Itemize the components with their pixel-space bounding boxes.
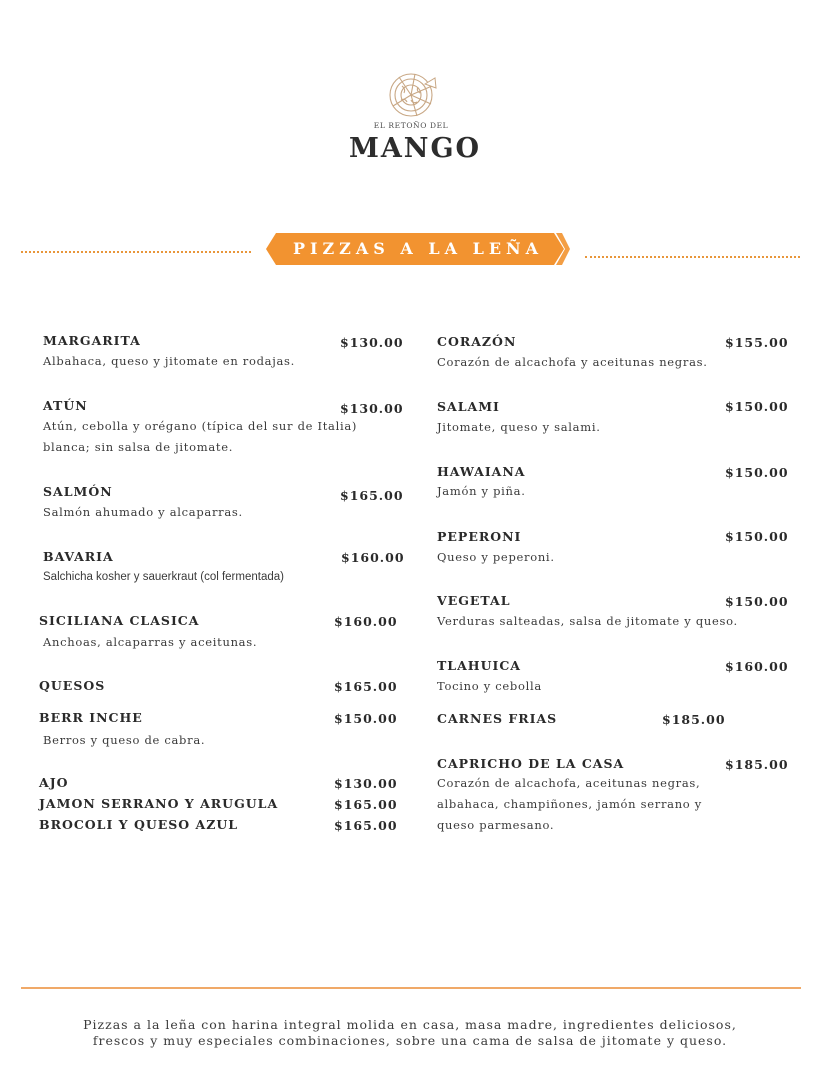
menu-item-description: Tocino y cebolla (437, 679, 542, 693)
menu-item-name: CAPRICHO DE LA CASA (437, 756, 625, 771)
menu-item-description: Queso y peperoni. (437, 550, 555, 564)
menu-item-name: BERR INCHE (39, 710, 143, 725)
section-title: PIZZAS A LA LEÑA (292, 239, 544, 258)
menu-item-price: $185.00 (725, 757, 789, 772)
dotted-divider-left (21, 251, 251, 253)
footer-note (60, 1017, 760, 1049)
menu-item-description: Anchoas, alcaparras y aceitunas. (43, 635, 258, 649)
menu-item-name: MARGARITA (43, 333, 141, 348)
menu-item-price: $130.00 (334, 776, 398, 791)
menu-item-name: BROCOLI Y QUESO AZUL (39, 817, 239, 832)
menu-item-price: $150.00 (334, 711, 398, 726)
brand-tagline: EL RETOÑO DEL (373, 121, 449, 130)
footer-line-1: Pizzas a la leña con harina integral molida en casa, masa madre, ingredientes deliciosos, (83, 1017, 737, 1032)
menu-item-description: queso parmesano. (437, 818, 555, 832)
menu-item-price: $165.00 (334, 679, 398, 694)
menu-item-description: Albahaca, queso y jitomate en rodajas. (43, 354, 295, 368)
pizza-logo-icon (387, 72, 437, 118)
menu-item-description: blanca; sin salsa de jitomate. (43, 440, 234, 454)
menu-item-name: CARNES FRIAS (437, 711, 558, 726)
menu-item-name: ATÚN (43, 398, 88, 413)
menu-item-price: $165.00 (334, 797, 398, 812)
menu-item-name: CORAZÓN (437, 334, 517, 349)
menu-item-price: $150.00 (725, 465, 789, 480)
menu-item-name: JAMON SERRANO Y ARUGULA (39, 796, 279, 811)
menu-item-description: Jamón y piña. (437, 484, 526, 498)
menu-item-name: BAVARIA (43, 549, 114, 564)
menu-item-price: $150.00 (725, 529, 789, 544)
menu-item-name: TLAHUICA (437, 658, 521, 673)
menu-item-description: Corazón de alcachofa y aceitunas negras. (437, 355, 708, 369)
menu-item-name: SALMÓN (43, 484, 113, 499)
menu-item-description: Salchicha kosher y sauerkraut (col fermentada) (43, 571, 284, 583)
menu-item-price: $150.00 (725, 594, 789, 609)
menu-item-description: Berros y queso de cabra. (43, 733, 206, 747)
dotted-divider-right (585, 256, 800, 258)
menu-item-description: Corazón de alcachofa, aceitunas negras, (437, 776, 701, 790)
menu-item-description: albahaca, champiñones, jamón serrano y (437, 797, 702, 811)
menu-item-description: Atún, cebolla y orégano (típica del sur de Italia) (43, 419, 358, 433)
menu-item-name: VEGETAL (437, 593, 511, 608)
menu-item-description: Jitomate, queso y salami. (437, 420, 601, 434)
menu-item-price: $130.00 (340, 335, 404, 350)
menu-item-price: $155.00 (725, 335, 789, 350)
menu-item-price: $185.00 (662, 712, 726, 727)
menu-item-name: PEPERONI (437, 529, 522, 544)
menu-item-price: $150.00 (725, 399, 789, 414)
menu-item-price: $160.00 (725, 659, 789, 674)
brand-name: MANGO (348, 133, 482, 164)
menu-item-price: $165.00 (340, 488, 404, 503)
menu-item-name: HAWAIANA (437, 464, 526, 479)
footer-divider (21, 987, 801, 989)
menu-item-price: $130.00 (340, 401, 404, 416)
menu-item-price: $165.00 (334, 818, 398, 833)
menu-item-price: $160.00 (341, 550, 405, 565)
menu-item-price: $160.00 (334, 614, 398, 629)
menu-item-description: Salmón ahumado y alcaparras. (43, 505, 243, 519)
menu-item-name: AJO (39, 775, 69, 790)
menu-item-name: QUESOS (39, 678, 106, 693)
menu-item-name: SALAMI (437, 399, 500, 414)
footer-line-2: frescos y muy especiales combinaciones, sobre una cama de salsa de jitomate y queso. (92, 1033, 728, 1048)
menu-item-name: SICILIANA CLASICA (39, 613, 200, 628)
menu-item-description: Verduras salteadas, salsa de jitomate y queso. (437, 614, 738, 628)
